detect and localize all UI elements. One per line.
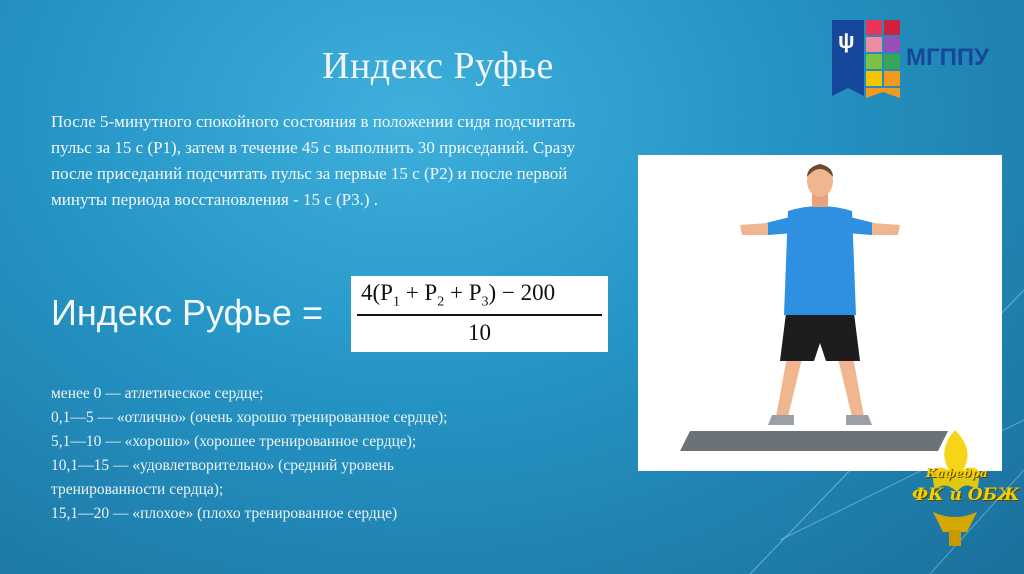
rating-scale [51, 382, 611, 526]
formula-numerator: $4(P_1 + P_2 + P_3) - 200$ [361, 280, 556, 310]
formula-denominator: 10 [468, 320, 491, 345]
logo-text: МГППУ [906, 44, 990, 71]
intro-text: После 5-минутного спокойного состояния в положении сидя подсчитать пульс за 15 с (Р1), затем в течение 45 с выполнить 30 приседаний. Сразу после приседаний подсчитать пульс за первые 15 с (Р2) и после первой минуты периода восстановления - 15 с (Р3.) . [51, 112, 576, 209]
scale-line: тренированности сердца); [51, 481, 224, 498]
emblem-line-1: Кафедра [926, 466, 988, 480]
scale-line: 0,1—5 — «отлично» (очень хорошо тренированное сердце); [51, 409, 448, 426]
scale-line: менее 0 — атлетическое сердце; [51, 385, 264, 402]
svg-text:ψ: ψ [838, 28, 855, 53]
formula-label: Индекс Руфье = [51, 292, 323, 333]
slide-title: Индекс Руфье [322, 45, 554, 87]
scale-line: 10,1—15 — «удовлетворительно» (средний уровень [51, 457, 395, 474]
fraction-bar [357, 314, 602, 316]
scale-line: 15,1—20 — «плохое» (плохо тренированное сердце) [51, 505, 398, 522]
scale-line: 5,1—10 — «хорошо» (хорошее тренированное сердце); [51, 433, 417, 450]
formula [351, 276, 608, 352]
emblem-line-2: ФК и ОБЖ [912, 485, 1020, 505]
